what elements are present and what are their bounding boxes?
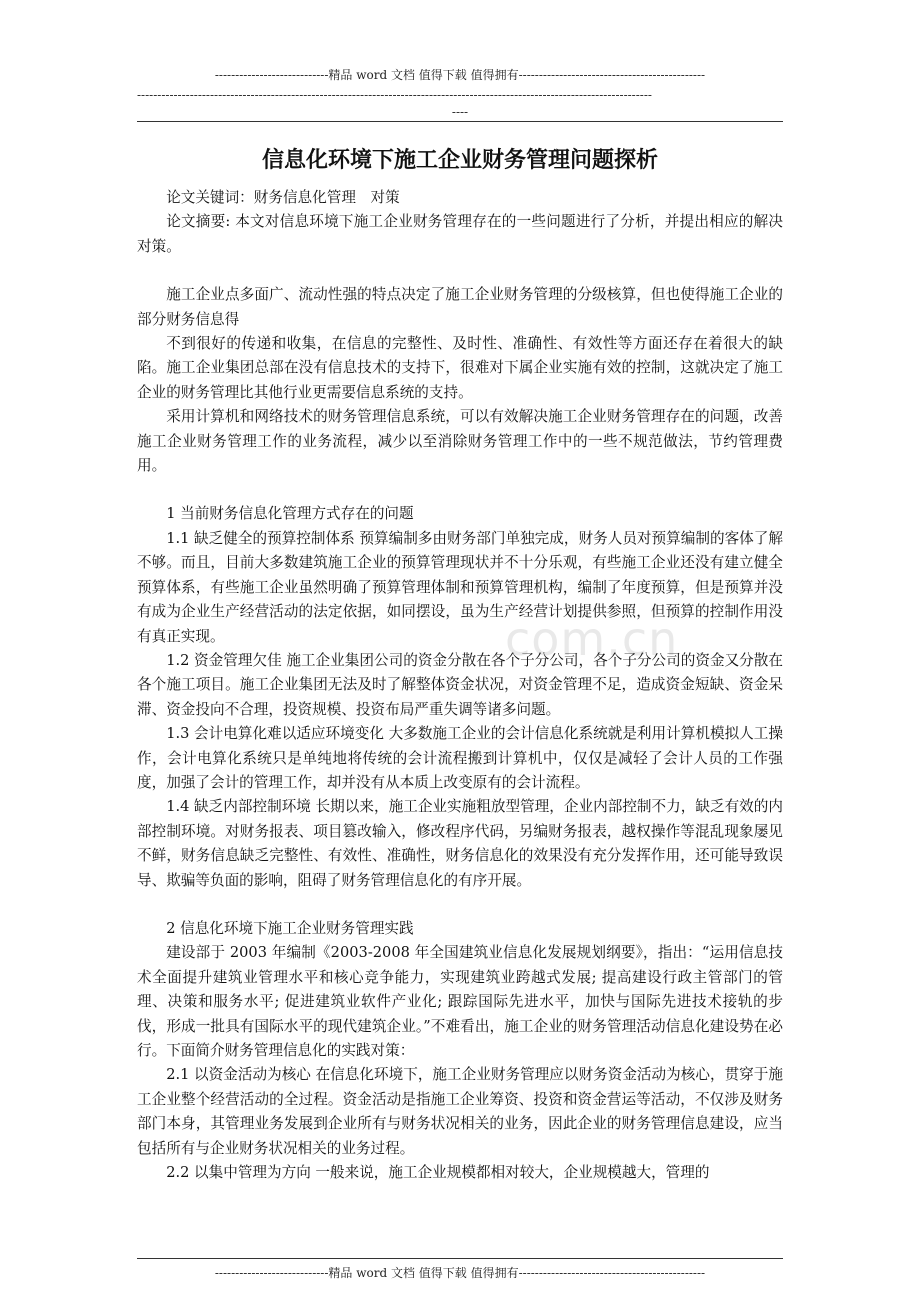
body-paragraph: 1.2 资金管理欠佳 施工企业集团公司的资金分散在各个子分公司，各个子分公司的资金又分散在各个施工项目。施工企业集团无法及时了解整体资金状况，对资金管理不足，造成资金短缺、资金呆滞、资金投向不合理，投资规模、投资布局严重失调等诸多问题。 — [137, 651, 783, 718]
watermark: com.cn — [505, 612, 679, 666]
section-heading: 2 信息化环境下施工企业财务管理实践 — [166, 919, 414, 937]
header-rule — [137, 121, 783, 122]
body-paragraph: 1.1 缺乏健全的预算控制体系 预算编制多由财务部门单独完成，财务人员对预算编制的客体了解不够。而且，目前大多数建筑施工企业的预算管理现状并不十分乐观，有些施工企业还没有建立健全预算体系，有些施工企业虽然明确了预算管理体制和预算管理机构，编制了年度预算，但是预算并没有成为企业生产经营活动的法定依据，如同摆设，虽为生产经营计划提供参照，但预算的控制作用没有真正实现。 — [137, 529, 783, 645]
abstract-paragraph: 论文摘要: 本文对信息环境下施工企业财务管理存在的一些问题进行了分析，并提出相应的解决对策。 — [137, 213, 783, 255]
body-paragraph: 1.4 缺乏内部控制环境 长期以来，施工企业实施粗放型管理，企业内部控制不力，缺乏有效的内部控制环境。对财务报表、项目篡改输入，修改程序代码，另编财务报表，越权操作等混乱现象屡见不鲜，财务信息缺乏完整性、有效性、准确性，财务信息化的效果没有充分发挥作用，还可能导致误导、欺骗等负面的影响，阻碍了财务管理信息化的有序开展。 — [137, 798, 783, 889]
header-dash-tail: ---- — [451, 105, 469, 119]
footer-banner: ----------------------------精品 word 文档 值得下载 值得拥有---------------------------------------------- — [214, 1266, 706, 1280]
body-paragraph: 不到很好的传递和收集，在信息的完整性、及时性、准确性、有效性等方面还存在着很大的缺陷。施工企业集团总部在没有信息技术的支持下，很难对下属企业实施有效的控制，这就决定了施工企业的财务管理比其他行业更需要信息系统的支持。 — [137, 335, 783, 401]
body-paragraph: 采用计算机和网络技术的财务管理信息系统，可以有效解决施工企业财务管理存在的问题，改善施工企业财务管理工作的业务流程，减少以至消除财务管理工作中的一些不规范做法，节约管理费用。 — [137, 408, 783, 475]
document-title: 信息化环境下施工企业财务管理问题探析 — [261, 148, 658, 173]
section-heading: 1 当前财务信息化管理方式存在的问题 — [166, 505, 414, 523]
keywords-line: 论文关键词：财务信息化管理 对策 — [166, 189, 400, 206]
body-paragraph: 施工企业点多面广、流动性强的特点决定了施工企业财务管理的分级核算，但也使得施工企业的部分财务信息得 — [137, 286, 783, 328]
body-paragraph: 2.1 以资金活动为核心 在信息化环境下，施工企业财务管理应以财务资金活动为核心，贯穿于施工企业整个经营活动的全过程。资金活动是指施工企业筹资、投资和资金营运等活动，不仅涉及财务部门本身，其管理业务发展到企业所有与财务状况相关的业务，因此企业的财务管理信息建设，应当包括所有与企业财务状况相关的业务过程。 — [137, 1066, 783, 1157]
footer-rule — [137, 1258, 783, 1259]
body-paragraph: 2.2 以集中管理为方向 一般来说，施工企业规模都相对较大，企业规模越大，管理的 — [166, 1164, 710, 1182]
header-dash-line: ------------------------------------------------------------------------------------------------------------------------------- — [137, 88, 652, 102]
document-body — [137, 186, 783, 1185]
body-paragraph: 1.3 会计电算化难以适应环境变化 大多数施工企业的会计信息化系统就是利用计算机模拟人工操作，会计电算化系统只是单纯地将传统的会计流程搬到计算机中，仅仅是减轻了会计人员的工作强度，加强了会计的管理工作，却并没有从本质上改变原有的会计流程。 — [137, 725, 783, 791]
header-banner: ----------------------------精品 word 文档 值得下载 值得拥有---------------------------------------------- — [214, 68, 706, 82]
body-paragraph: 建设部于 2003 年编制《2003-2008 年全国建筑业信息化发展规划纲要》，指出：“运用信息技术全面提升建筑业管理水平和核心竞争能力，实现建筑业跨越式发展; 提高建设行政主管部门的管理、决策和服务水平; 促进建筑业软件产业化; 跟踪国际先进水平，加快与国际先进技术接轨的步伐，形成一批具有国际水平的现代建筑企业。”不难看出，施工企业的财务管理活动信息化建设势在必行。下面简介财务管理信息化的实践对策： — [137, 944, 783, 1059]
